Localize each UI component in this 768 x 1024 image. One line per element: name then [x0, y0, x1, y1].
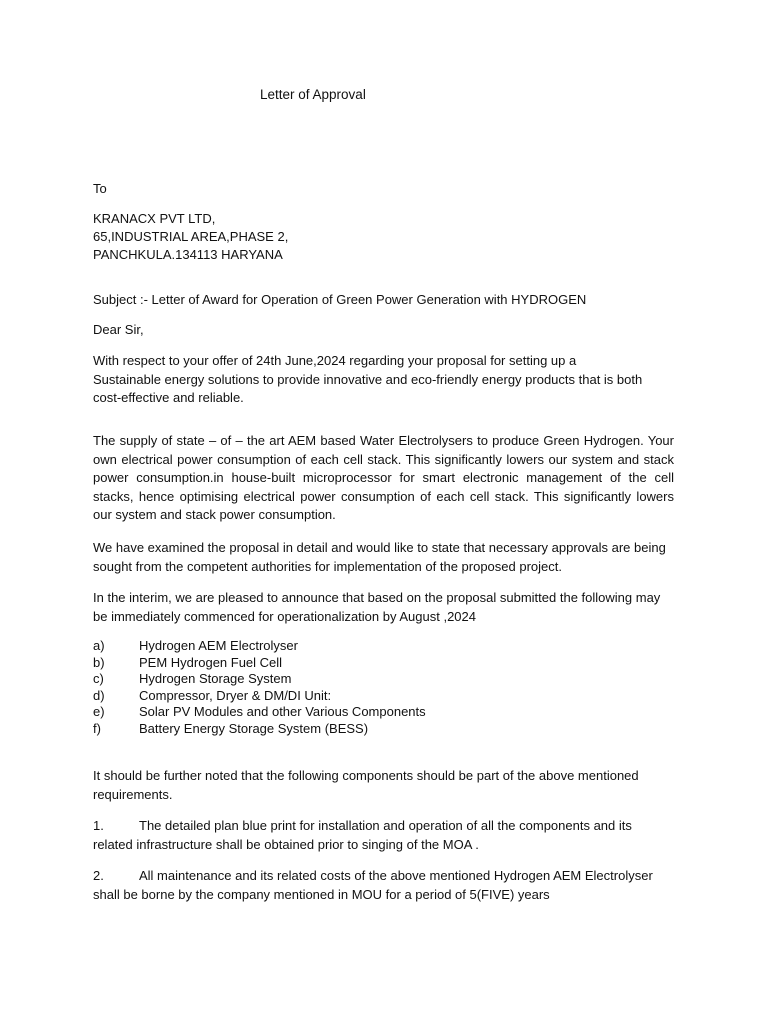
- point-text: related infrastructure shall be obtained prior to singing of the MOA .: [93, 836, 479, 852]
- list-marker: a): [93, 638, 105, 653]
- point-number: 1.: [93, 818, 104, 833]
- noted-paragraph: It should be further noted that the following components should be part of the above mentioned requirements.: [93, 768, 639, 802]
- list-marker: c): [93, 671, 104, 686]
- intro-line: Sustainable energy solutions to provide innovative and eco-friendly energy products that is both: [93, 371, 643, 387]
- list-item: [93, 638, 674, 655]
- intro-paragraph: [93, 352, 674, 408]
- recipient-address: [93, 210, 674, 264]
- list-item-text: Solar PV Modules and other Various Components: [139, 704, 426, 719]
- list-item-text: Hydrogen AEM Electrolyser: [139, 638, 298, 653]
- interim-paragraph: In the interim, we are pleased to announce that based on the proposal submitted the following may be immediately commenced for operationalization by August ,2024: [93, 590, 661, 624]
- list-item: [93, 721, 674, 738]
- intro-line: cost-effective and reliable.: [93, 390, 244, 405]
- list-marker: b): [93, 654, 105, 670]
- point-text: The detailed plan blue print for installation and operation of all the components and its: [139, 818, 632, 833]
- list-marker: d): [93, 687, 105, 703]
- letter-title: Letter of Approval: [260, 87, 366, 102]
- subject-line: Subject :- Letter of Award for Operation of Green Power Generation with HYDROGEN: [93, 292, 587, 307]
- list-item: [93, 655, 674, 672]
- address-line: KRANACX PVT LTD,: [93, 211, 216, 226]
- intro-line: With respect to your offer of 24th June,2024 regarding your proposal for setting up a: [93, 353, 577, 368]
- address-line: PANCHKULA.134113 HARYANA: [93, 247, 283, 262]
- list-item: [93, 671, 674, 688]
- component-list: [93, 638, 674, 737]
- list-item-text: PEM Hydrogen Fuel Cell: [139, 654, 283, 670]
- list-item: [93, 704, 674, 721]
- point-number: 2.: [93, 868, 104, 883]
- list-item-text: Hydrogen Storage System: [139, 671, 292, 686]
- list-marker: e): [93, 704, 105, 719]
- examined-paragraph: We have examined the proposal in detail and would like to state that necessary approvals are being sought from the competent authorities for implementation of the proposed project.: [93, 540, 666, 574]
- numbered-point-1: [93, 817, 674, 854]
- address-line: 65,INDUSTRIAL AREA,PHASE 2,: [93, 229, 289, 244]
- salutation: Dear Sir,: [93, 322, 144, 337]
- point-text: All maintenance and its related costs of the above mentioned Hydrogen AEM Electrolyser: [139, 868, 653, 883]
- list-item-text: Compressor, Dryer & DM/DI Unit:: [139, 687, 332, 703]
- numbered-point-2: [93, 867, 674, 904]
- list-marker: f): [93, 720, 101, 736]
- list-item: [93, 688, 674, 705]
- to-label: To: [93, 181, 107, 196]
- point-text: shall be borne by the company mentioned in MOU for a period of 5(FIVE) years: [93, 886, 550, 902]
- supply-paragraph: The supply of state – of – the art AEM based Water Electrolysers to produce Green Hydrogen. Your own electrical power consumption of each cell stack. This significantly lowers our system and stack power consumption.in house-built microprocessor for smart electronic management of the cell stacks, hence optimising electrical power consumption of each cell stack. This significantly lowers our system and stack power consumption.: [93, 433, 674, 522]
- list-item-text: Battery Energy Storage System (BESS): [139, 720, 369, 736]
